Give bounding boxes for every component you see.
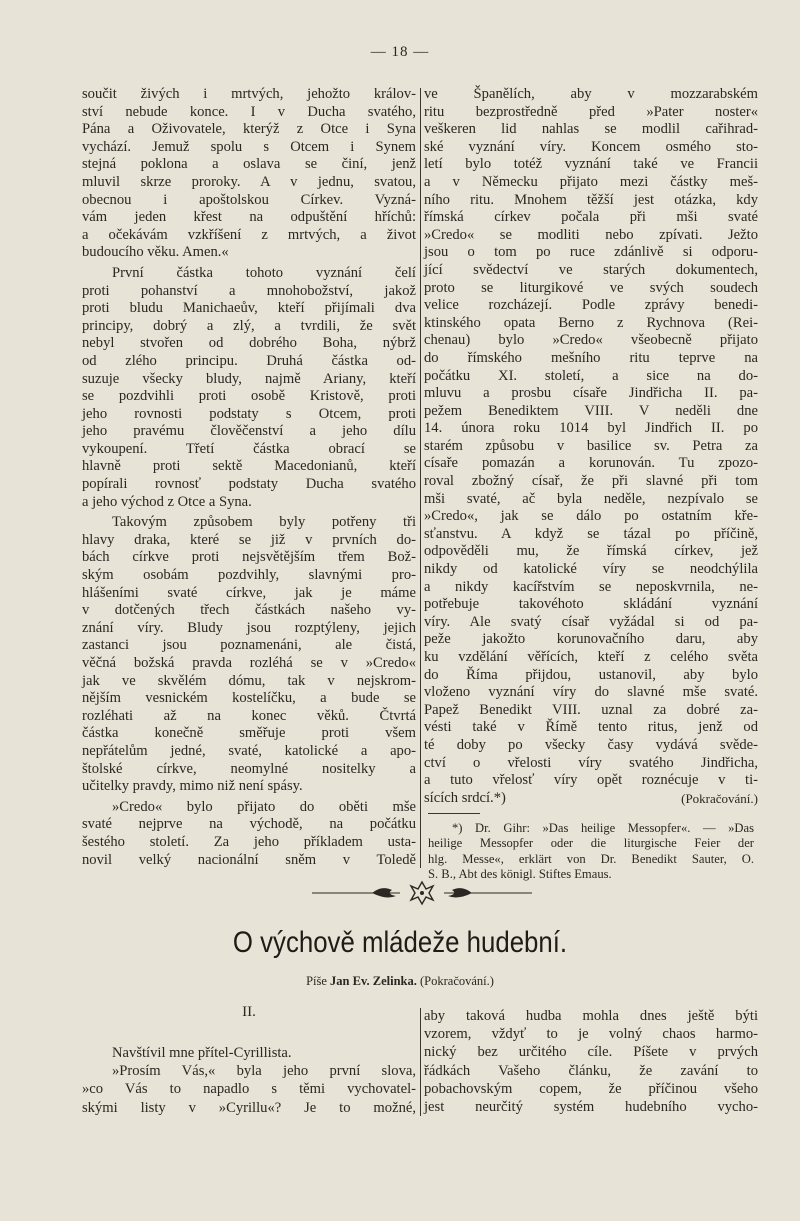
text-line: mluvu a prosbu císaře Jindřicha II. pa- xyxy=(424,385,758,402)
text-line: »Credo« bylo přijato do oběti mše xyxy=(112,798,416,815)
text-line: od zlého principu. Druhá částka od- xyxy=(82,352,416,369)
text-line: aby taková hudba mohla dnes ještě býti xyxy=(424,1008,758,1024)
continued-label: (Pokračování.) xyxy=(681,790,758,806)
text-line: jeho pravému člověčenství a jeho dílu xyxy=(82,423,416,440)
text-line: víry. Ale svatý císař vyžádal si od pa- xyxy=(424,613,758,630)
text-line: *) Dr. Gihr: »Das heilige Messopfer«. — »Das xyxy=(452,821,754,835)
text-line: do Říma přijdou, ustanovil, aby bylo xyxy=(424,666,758,683)
text-line: První částka tohoto vyznání čelí xyxy=(112,264,416,281)
paragraph xyxy=(82,514,416,796)
text-line: nějším vesnickém kostelíčku, a bude se xyxy=(82,690,416,707)
text-line: obecnou i apoštolskou Církev. Vyzná- xyxy=(82,191,416,208)
column-divider xyxy=(420,88,421,868)
byline-prefix: Píše xyxy=(306,974,327,988)
text-line: peže jakožto korunovačního daru, aby xyxy=(424,631,758,648)
text-line: ve Španělích, aby v mozzarabském xyxy=(424,86,758,102)
text-line: a v Německu přijato mezi částky meš- xyxy=(424,173,758,190)
text-line: »co Vás to napadlo s těmi vychovatel- xyxy=(82,1081,416,1098)
section-number: II. xyxy=(242,1004,256,1020)
text-line: vám jeden křest na odpuštění hříchů: xyxy=(82,209,416,226)
text-line: proti bludu Manichaeův, kteří přijímali dva xyxy=(82,300,416,317)
text-line: jeho rovnosti podstaty s Otcem, proti xyxy=(82,405,416,422)
footnote xyxy=(428,821,754,883)
text-line: ské vyznání víry. Koncem osmého sto- xyxy=(424,138,758,155)
text-line: roval zbožný císař, že při slavné při tom xyxy=(424,473,758,490)
ornament-divider xyxy=(312,880,532,906)
text-line: letí bylo totéž vyznání také ve Francii xyxy=(424,156,758,173)
article-title: O výchově mládeže hudební. xyxy=(232,926,568,959)
text-line: Takovým způsobem byly potřeny tři xyxy=(112,514,416,531)
text-line: nikdy od katolické víry se neodchýlila xyxy=(424,561,758,578)
text-line: pobachovským copem, že příčinou všeho xyxy=(424,1080,758,1097)
paragraph xyxy=(82,799,416,869)
text-line: pežem Benediktem VIII. V neděli dne xyxy=(424,402,758,419)
text-line: hlavně proti sektě Macedonianů, kteří xyxy=(82,458,416,475)
text-line: císaře pomazán a korunován. Tu zpozo- xyxy=(424,455,758,472)
text-line: znání víry. Bludy jsou rozptýleny, jejich xyxy=(82,619,416,636)
right-column xyxy=(424,86,758,810)
text-line: štolské církve, neomylné nositelky a xyxy=(82,760,416,777)
text-line: svaté nejprve na východě, na počátku xyxy=(82,816,416,833)
text-line: proti pohanství a mnohobožství, jakož xyxy=(82,282,416,299)
paragraph xyxy=(82,265,416,511)
text-line: 14. února roku 1014 byl Jindřich II. po xyxy=(424,420,758,437)
left-column xyxy=(82,86,416,872)
text-line: vychází. Jemuž spolu s Otcem i Synem xyxy=(82,138,416,155)
text-line: nepřátelům jedné, svaté, katolické a apo- xyxy=(82,742,416,759)
text-line: »Prosím Vás,« byla jeho první slova, xyxy=(112,1063,416,1080)
text-line: částka konečně směřuje proti všem xyxy=(82,725,416,742)
text-line: popírali rovnosť podstaty Ducha svatého xyxy=(82,476,416,493)
text-line: Pána a Oživovatele, kterýž z Otce i Syna xyxy=(82,121,416,138)
text-line: vzorem, vždyť to je volný chaos harmo- xyxy=(424,1026,758,1043)
text-line: věčná božská pravda rozléhá se v »Credo« xyxy=(82,655,416,671)
text-line: novil velký nacionální sněm v Toledě xyxy=(82,851,416,868)
text-line: suzuje všecky bludy, najmě Ariany, kteří xyxy=(82,370,416,387)
text-line: »Credo« se modliti nebo zpívati. Ježto xyxy=(424,226,758,243)
text-line: odpověděli mu, že římská církev, jež xyxy=(424,543,758,560)
text-line: hlavy draka, které se již v prvních do- xyxy=(82,531,416,548)
text-line: rozléhati až na konec věků. Čtvrtá xyxy=(82,707,416,724)
text-line: proto se liturgikové ve svých soudech xyxy=(424,279,758,296)
footnote-rule xyxy=(428,813,480,814)
text-line: velice rozcházejí. Podle zprávy benedi- xyxy=(424,297,758,314)
text-line: jak ve skvělém dómu, tak v nejskrom- xyxy=(82,672,416,689)
article-column-divider xyxy=(420,1008,421,1116)
text-line: hlg. Messe«, erklärt von Dr. Benedikt Sauter, O. xyxy=(428,851,754,866)
text-line: budoucího věku. Amen.« xyxy=(82,244,229,261)
text-line: sících srdcí.*) (Pokračování.) xyxy=(424,789,758,806)
text-line: do římského mešního ritu teprve na xyxy=(424,349,758,366)
text-line: vykoupení. Třetí částka obrací se xyxy=(82,440,416,457)
text-line: řádkách Vašeho článku, že zavání to xyxy=(424,1062,758,1079)
text-line: Navštívil mne přítel-Cyrillista. xyxy=(112,1045,292,1061)
text-line: stejná poklona a oslava se činí, jenž xyxy=(82,156,416,173)
article-left-column xyxy=(82,1044,416,1117)
text-line: Papež Benedikt VIII. uznal za dobré za- xyxy=(424,701,758,718)
byline-continued: (Pokračování.) xyxy=(420,974,494,988)
text-line: se pozdvihli proti osobě Kristově, proti xyxy=(82,388,416,405)
text-line: veškeren lid nahlas se modlil cařihrad- xyxy=(424,121,758,138)
text-line: počátku XI. století, a sice na do- xyxy=(424,367,758,384)
text-line: chenau) bylo »Credo« všeobecně přijato xyxy=(424,332,758,349)
text-line: hlášeními svaté církve, jak je máme xyxy=(82,584,416,601)
paragraph xyxy=(424,86,758,807)
text-line: římská církev počala při mši svaté xyxy=(424,209,758,226)
text-line: ství nebude konce. I v Ducha svatého, xyxy=(82,103,416,120)
text-line: a jeho východ z Otce a Syna. xyxy=(82,493,252,510)
text-line: vloženo vyznání víry do slavné mše svaté. xyxy=(424,684,758,701)
paragraph xyxy=(82,86,416,262)
article-byline xyxy=(0,974,800,989)
text-line: heilige Messopfer oder die liturgische Feier der xyxy=(428,836,754,851)
text-line: nebyl stvořen od dobrého Boha, nýbrž xyxy=(82,335,416,352)
text-line: jest neurčitý systém hudebního vycho- xyxy=(424,1098,758,1115)
text-line: ního ritu. Mnohem těžší jest otázka, kdy xyxy=(424,191,758,208)
byline-author: Jan Ev. Zelinka. xyxy=(330,974,417,988)
text-line: v dotčených třech částkách našeho vy- xyxy=(82,602,416,619)
text-line: učitelky pravdy, mimo niž není spásy. xyxy=(82,778,303,795)
text-line: nický bez určitého cíle. Píšete v prvých xyxy=(424,1044,758,1061)
text-line: bách církve proti nejsvětějším třem Bož- xyxy=(82,549,416,566)
text-line: zastanci jsou poznamenáni, ale čistá, xyxy=(82,637,416,654)
text-line: ktinského opata Berno z Rychnova (Rei- xyxy=(424,314,758,331)
article-right-column xyxy=(424,1007,758,1116)
text-line: ritu bezprostředně před »Pater noster« xyxy=(424,103,758,120)
text-line: »Credo«, jak se dálo po ostatním kře- xyxy=(424,508,758,525)
text-line: skými listy v »Cyrillu«? Je to možné, xyxy=(82,1099,416,1116)
text-line: té doby po všecky časy vydává svěde- xyxy=(424,736,758,753)
text-line: jící svědectví ve starých dokumentech, xyxy=(424,261,758,278)
text-line: mši svaté, ač byla neděle, nezpívalo se xyxy=(424,490,758,507)
text-line: jsou o tom po ruce zdánlivě si odporu- xyxy=(424,244,758,261)
text-line: starém způsobu v basilice sv. Petra za xyxy=(424,437,758,454)
text-line: a očekávám vzkříšení z mrtvých, a život xyxy=(82,226,416,243)
text-line: mluvil skrze proroky. A v jednu, svatou, xyxy=(82,173,416,190)
text-line: ctví o vřelosti víry svatého Jindřicha, xyxy=(424,754,758,771)
text-line: principy, dobrý a zlý, a tvrdili, že svět xyxy=(82,317,416,334)
text-line: a nikdy kacířstvím se neposkvrnila, ne- xyxy=(424,578,758,595)
text-line: potřebuje takovéhoto skládání vyznání xyxy=(424,596,758,613)
text-line: sťanstvu. A když se tázal po příčině, xyxy=(424,525,758,542)
text-line: šestého století. Za jeho příkladem usta- xyxy=(82,833,416,850)
text-line: součit živých i mrtvých, jehožto králov- xyxy=(82,86,416,102)
text-line: ku vzdělání věřících, kteří z celého světa xyxy=(424,649,758,665)
text-line: S. B., Abt des königl. Stiftes Emaus. xyxy=(428,867,612,882)
text-line: ským osobám pozdvihly, slavnými pro- xyxy=(82,567,416,584)
text-line: vésti také v Římě tento ritus, jenž od xyxy=(424,719,758,736)
page-number: — 18 — xyxy=(370,44,430,60)
text-line: a tuto vřelosť víry opět roznécuje v ti- xyxy=(424,772,758,789)
